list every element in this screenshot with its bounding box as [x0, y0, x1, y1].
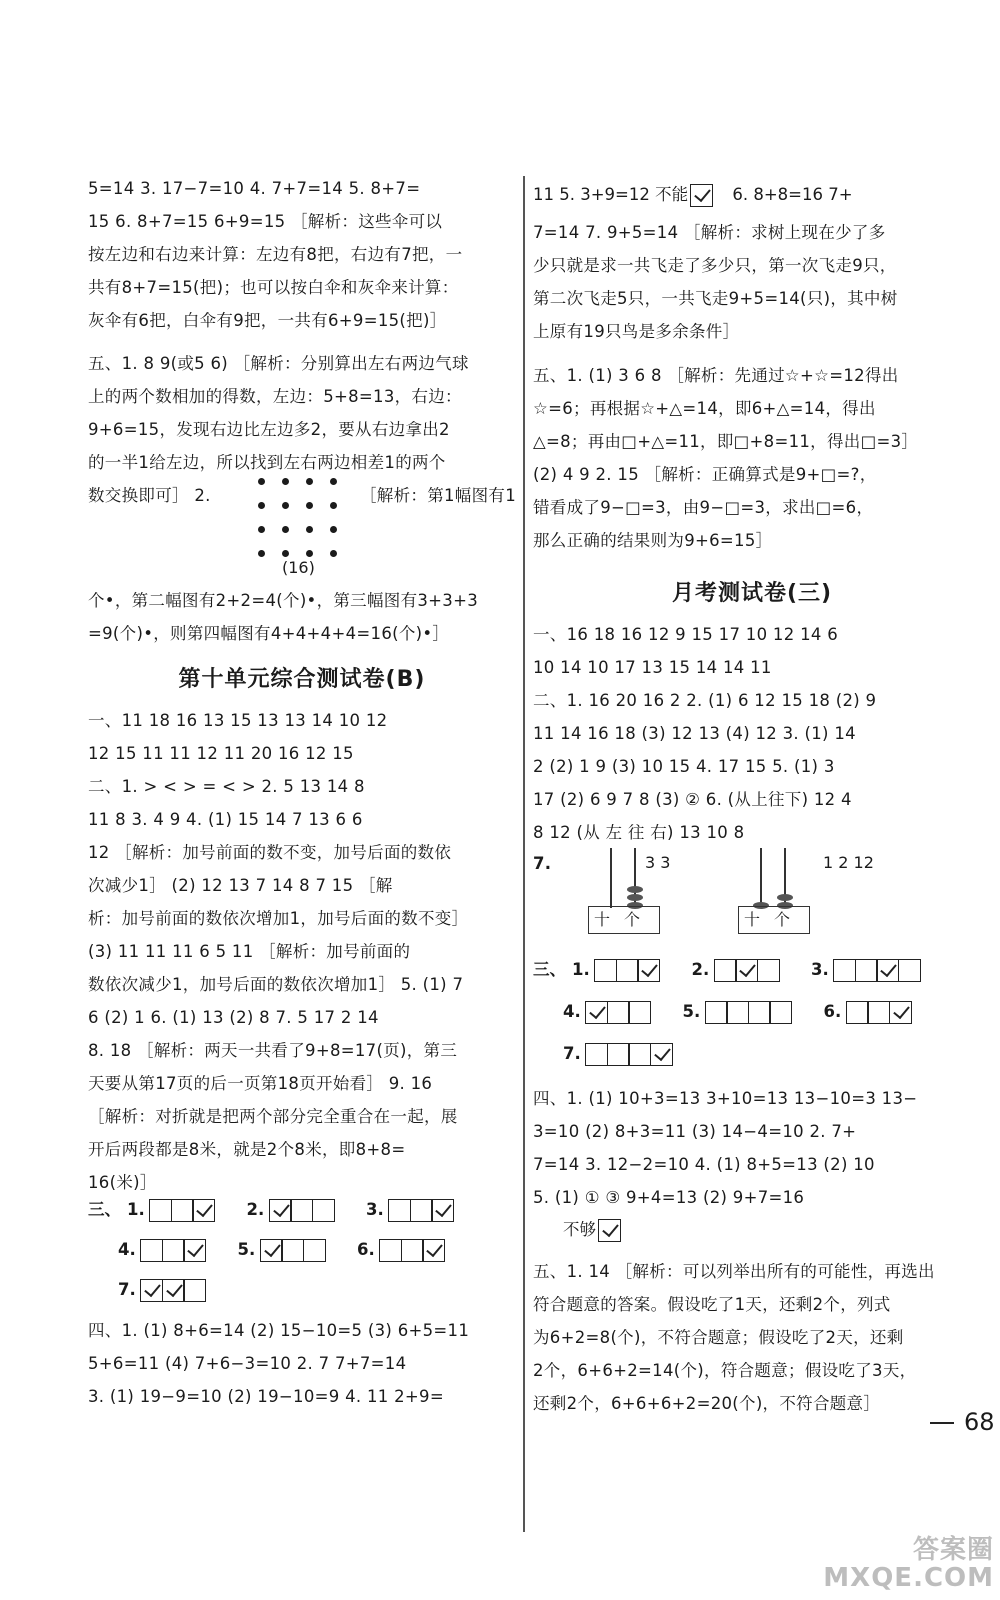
empty-box: [757, 959, 780, 982]
text-line: 5+6=11 (4) 7+6−3=10 2. 7 7+7=14: [88, 1354, 407, 1373]
text-line: 个•，第二幅图有2+2=4(个)•，第三幅图有3+3+3: [88, 591, 479, 610]
empty-box: [312, 1199, 335, 1222]
text-line: 按左边和右边来计算：左边有8把，右边有7把，一: [88, 245, 463, 264]
checkbox-answers-row-1: [88, 1196, 480, 1224]
text-line: 12 ［解析：加号前面的数不变，加号后面的数依: [88, 843, 452, 862]
empty-box: [171, 1199, 194, 1222]
empty-box: [388, 1199, 411, 1222]
checkbox-answers-row-1: [533, 956, 947, 984]
text-line: 8 12 (从 左 往 右) 13 10 8: [533, 823, 745, 842]
text-line: △=8；再由□+△=11，即□+8=11，得出□=3］: [533, 432, 919, 451]
text-line: 的一半1给左边，所以找到左右两边相差1的两个: [88, 453, 446, 472]
watermark: [823, 1536, 994, 1592]
question-number: 3.: [811, 960, 829, 979]
text-line: 2个，6+6+2=14(个)，符合题意；假设吃了3天，: [533, 1361, 917, 1380]
dot: [282, 502, 289, 509]
abacus-rod: [760, 848, 762, 908]
dot: [258, 526, 265, 533]
text-line: ☆=6；再根据☆+△=14，即6+△=14，得出: [533, 399, 876, 418]
text-line: 2 (2) 1 9 (3) 10 15 4. 17 15 5. (1) 3: [533, 757, 835, 776]
text-line: 四、1. (1) 8+6=14 (2) 15−10=5 (3) 6+5=11: [88, 1321, 470, 1340]
watermark-site: MXQE.COM: [823, 1563, 994, 1593]
empty-box: [183, 1279, 206, 1302]
abacus-label: 十个: [738, 906, 810, 934]
empty-box: [607, 1001, 630, 1024]
text-line: ［解析：对折就是把两个部分完全重合在一起，展: [88, 1107, 458, 1126]
text-line: 数交换即可］ 2.: [88, 486, 211, 505]
empty-box: [607, 1043, 630, 1066]
checked-box: [269, 1199, 292, 1222]
question-number: 7.: [118, 1280, 136, 1299]
abacus-bead: [627, 894, 643, 901]
empty-box: [585, 1043, 608, 1066]
empty-box: [303, 1239, 326, 1262]
text-line: 开后两段都是8米，就是2个8米，即8+8=: [88, 1140, 406, 1159]
text-line: 二、1. > < > = < > 2. 5 13 14 8: [88, 777, 365, 796]
text-line: 10 14 10 17 13 15 14 14 11: [533, 658, 772, 677]
text-line: 7=14 3. 12−2=10 4. (1) 8+5=13 (2) 10: [533, 1155, 875, 1174]
checked-box: [183, 1239, 206, 1262]
checkbox-answers-row-3: [563, 1040, 699, 1068]
abacus-bead: [627, 886, 643, 893]
dot: [282, 526, 289, 533]
empty-box: [748, 1001, 771, 1024]
dot: [306, 550, 313, 557]
checked-box: [690, 184, 713, 207]
text-line: 为6+2=8(个)，不符合题意；假设吃了2天，还剩: [533, 1328, 904, 1347]
question-number: 1.: [572, 960, 590, 979]
question-number: 1.: [127, 1200, 145, 1219]
checked-box: [431, 1199, 454, 1222]
checked-box: [585, 1001, 608, 1024]
empty-box: [726, 1001, 749, 1024]
dot: [258, 478, 265, 485]
checkbox-answers-row-3: [118, 1276, 232, 1304]
abacus-label: 十个: [588, 906, 660, 934]
abacus-rod: [610, 848, 612, 908]
dot: [330, 478, 337, 485]
dot: [282, 478, 289, 485]
empty-box: [140, 1239, 163, 1262]
page-number: [930, 1408, 995, 1436]
text-line: 符合题意的答案。假设吃了1天，还剩2个，列式: [533, 1295, 891, 1314]
text-line: 第二次飞走5只，一共飞走9+5=14(只)，其中树: [533, 289, 898, 308]
dot: [306, 526, 313, 533]
empty-box: [379, 1239, 402, 1262]
abacus-figure-a: [588, 848, 660, 944]
text-line: 一、16 18 16 12 9 15 17 10 12 14 6: [533, 625, 839, 644]
dot-pattern-note: ［解析：第1幅图有1: [360, 486, 516, 505]
empty-box: [628, 1043, 651, 1066]
question-number: 7.: [563, 1044, 581, 1063]
checked-box: [889, 1001, 912, 1024]
text-line: 5=14 3. 17−7=10 4. 7+7=14 5. 8+7=: [88, 179, 421, 198]
text-line: 11 14 16 18 (3) 12 13 (4) 12 3. (1) 14: [533, 724, 856, 743]
checked-box: [192, 1199, 215, 1222]
text-line: 11 5. 3+9=12 不能: [533, 185, 689, 204]
text-line: 四、1. (1) 10+3=13 3+10=13 13−10=3 13−: [533, 1089, 918, 1108]
checked-box: [162, 1279, 185, 1302]
empty-box: [833, 959, 856, 982]
checked-box: [598, 1219, 621, 1242]
empty-box: [594, 959, 617, 982]
question-number: 2.: [246, 1200, 265, 1219]
text-line: 15 6. 8+7=15 6+9=15 ［解析：这些伞可以: [88, 212, 443, 231]
abacus-figure-b: [738, 848, 810, 944]
text-line: 五、1. 8 9(或5 6) ［解析：分别算出左右两边气球: [88, 354, 469, 373]
text-line: 5. (1) ① ③ 9+4=13 (2) 9+7=16: [533, 1188, 805, 1207]
text-line: 一、11 18 16 13 15 13 13 14 10 12: [88, 711, 388, 730]
question-number: 7.: [533, 854, 552, 873]
text-line: 少只就是求一共飞走了多少只，第一次飞走9只，: [533, 256, 897, 275]
empty-box: [162, 1239, 185, 1262]
text-line: 还剩2个，6+6+6+2=20(个)，不符合题意］: [533, 1394, 881, 1413]
text-line: 7=14 7. 9+5=14 ［解析：求树上现在少了多: [533, 223, 886, 242]
checked-box: [735, 959, 758, 982]
watermark-logo: 答案圈: [912, 1535, 994, 1565]
empty-box: [290, 1199, 313, 1222]
text-line: 17 (2) 6 9 7 8 (3) ② 6. (从上往下) 12 4: [533, 790, 852, 809]
text-line: 错看成了9−□=3，由9−□=3，求出□=6，: [533, 498, 874, 517]
text-line: 析：加号前面的数依次增加1，加号后面的数不变］: [88, 909, 469, 928]
dot-grid-figure: [258, 478, 358, 578]
empty-box: [855, 959, 878, 982]
checkbox-answers-row-2: [563, 998, 938, 1026]
text-line: 3=10 (2) 8+3=11 (3) 14−4=10 2. 7+: [533, 1122, 857, 1141]
checked-box: [876, 959, 899, 982]
text-line: 那么正确的结果则为9+6=15］: [533, 531, 773, 550]
dot: [306, 502, 313, 509]
text-line: 五、1. 14 ［解析：可以列举出所有的可能性，再选出: [533, 1262, 935, 1281]
text-line: 灰伞有6把，白伞有9把，一共有6+9=15(把)］: [88, 311, 447, 330]
text-line: (2) 4 9 2. 15 ［解析：正确算式是9+□=?，: [533, 465, 877, 484]
empty-box: [628, 1001, 651, 1024]
dot: [306, 478, 313, 485]
section-title: 月考测试卷(三): [671, 581, 833, 606]
text-line: 数依次减少1，加号后面的数依次增加1］ 5. (1) 7: [88, 975, 464, 994]
checked-box: [637, 959, 660, 982]
dot: [330, 526, 337, 533]
text-line: (3) 11 11 11 6 5 11 ［解析：加号前面的: [88, 942, 411, 961]
text-line: 次减少1］ (2) 12 13 7 14 8 7 15 ［解: [88, 876, 393, 895]
empty-box: [410, 1199, 433, 1222]
question-number: 4.: [563, 1002, 581, 1021]
dot: [258, 502, 265, 509]
question-number: 5.: [682, 1002, 701, 1021]
empty-box: [714, 959, 737, 982]
question-number: 4.: [118, 1240, 136, 1259]
text-line: 3. (1) 19−9=10 (2) 19−10=9 4. 11 2+9=: [88, 1387, 444, 1406]
text-line: 共有8+7=15(把)；也可以按白伞和灰伞来计算：: [88, 278, 459, 297]
question-number: 3.: [366, 1200, 384, 1219]
question-number: 6.: [357, 1240, 375, 1259]
question-number: 6.: [823, 1002, 842, 1021]
section-title: 第十单元综合测试卷(B): [178, 667, 426, 692]
checkbox-answers-row-2: [118, 1236, 471, 1264]
text-line: =9(个)•，则第四幅图有4+4+4+4=16(个)•］: [88, 624, 450, 643]
section-prefix: 三、: [533, 960, 566, 979]
text-line: 11 8 3. 4 9 4. (1) 15 14 7 13 6 6: [88, 810, 363, 829]
empty-box: [846, 1001, 869, 1024]
text-line: 二、1. 16 20 16 2 2. (1) 6 12 15 18 (2) 9: [533, 691, 877, 710]
column-divider: [523, 176, 525, 1532]
empty-box: [616, 959, 639, 982]
checked-box: [140, 1279, 163, 1302]
dot: [258, 550, 265, 557]
empty-box: [898, 959, 921, 982]
text-line: 上的两个数相加的得数，左边：5+8=13，右边：: [88, 387, 462, 406]
answer-line-with-box: [533, 181, 853, 209]
text-line: 9+6=15，发现右边比左边多2，要从右边拿出2: [88, 420, 450, 439]
dot: [282, 550, 289, 557]
text-line: 12 15 11 11 12 11 20 16 12 15: [88, 744, 354, 763]
question-number: 2.: [691, 960, 710, 979]
not-enough-answer: [563, 1216, 621, 1244]
text-line: 16(米)］: [88, 1173, 157, 1192]
empty-box: [867, 1001, 890, 1024]
empty-box: [705, 1001, 728, 1024]
checked-box: [422, 1239, 445, 1262]
empty-box: [401, 1239, 424, 1262]
checked-box: [260, 1239, 283, 1262]
text-line: 上原有19只鸟是多余条件］: [533, 322, 740, 341]
empty-box: [149, 1199, 172, 1222]
text-line: 不够: [563, 1220, 596, 1239]
empty-box: [281, 1239, 304, 1262]
text-line: 8. 18 ［解析：两天一共看了9+8=17(页)，第三: [88, 1041, 458, 1060]
dot: [330, 502, 337, 509]
dot: [330, 550, 337, 557]
abacus-bead: [777, 894, 793, 901]
dot-grid-caption: (16): [282, 558, 315, 577]
text-line: 6 (2) 1 6. (1) 13 (2) 8 7. 5 17 2 14: [88, 1008, 379, 1027]
text-line: 天要从第17页的后一页第18页开始看］ 9. 16: [88, 1074, 433, 1093]
empty-box: [769, 1001, 792, 1024]
text-line: 五、1. (1) 3 6 8 ［解析：先通过☆+☆=12得出: [533, 366, 899, 385]
page-number-text: 68: [964, 1408, 995, 1436]
checked-box: [650, 1043, 673, 1066]
abacus-a-value: 3 3: [645, 853, 671, 872]
section-prefix: 三、: [88, 1200, 121, 1219]
question-number: 5.: [237, 1240, 256, 1259]
text-line: 6. 8+8=16 7+: [732, 185, 853, 204]
abacus-b-value: 1 2 12: [823, 853, 874, 872]
